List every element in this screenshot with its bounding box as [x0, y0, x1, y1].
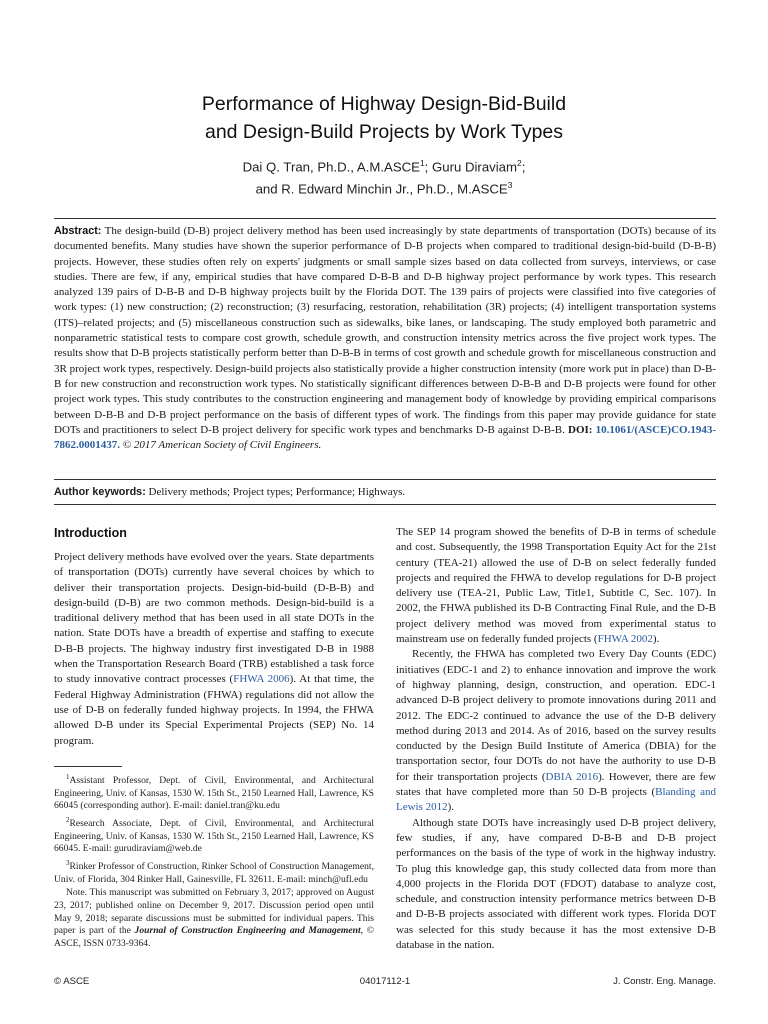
footnotes [54, 771, 374, 951]
footnote-1 [54, 771, 374, 813]
manuscript-note [54, 887, 374, 950]
page-footer [54, 976, 716, 990]
right-p1-text-cont: ). [652, 633, 660, 646]
right-p1-text: The SEP 14 program showed the benefits of D-B in terms of schedule and cost. Subsequently, the 1998 Transportation Equity Act for the 21st century (TEA-21) allowed the use of D-B on select federally funded projects and required the FHWA to develop regulations for D-B project delivery use (TEA-21, Public Law, Title1, Subtitle C, Sec. 107). In 2002, the FHWA published its D-B Contracting Final Rule, and the D-B project delivery method was moved from experimental status to mainstream use on federally funded projects ( [396, 526, 716, 646]
intro-p1-text-cont: ). At that time, the Federal Highway Administration (FHWA) regulations did not allow the use of D-B on federally funded highway projects. In 1994, the FHWA allowed D-B under its Special Experimental Projects (SEP) No. 14 program. [54, 673, 375, 747]
keywords-bottom-rule [54, 504, 716, 505]
citation-link[interactable]: FHWA 2006 [233, 673, 290, 686]
footnote-3-mark: 3 [66, 858, 70, 867]
footnote-2 [54, 814, 374, 856]
left-column [54, 525, 374, 749]
author-1: Dai Q. Tran, Ph.D., A.M.ASCE [242, 159, 420, 175]
right-p2-text-mid: ). However, there are few states that have completed more than 50 D-B projects ( [396, 770, 716, 799]
footnote-rule [54, 766, 122, 767]
abstract-text: The design-build (D-B) project delivery method has been used increasingly by state departments of transportation (DOTs) because of its documented benefits. Many studies have shown the superior performance of D-B projects when compared to traditional design-bid-build (D-B-B) projects. However, these studies often rely on experts' judgments or small sample sizes based on data collected from surveys, interviews, or case studies. There are few, if any, empirical studies that have compared D-B-B and D-B highway project performance by work types. This research analyzed 139 pairs of D-B-B and D-B highway projects built by the Florida DOT. The 139 pairs of projects were classified into five categories of work types: (1) new construction; (2) reconstruction; (3) resurfacing, restoration, rehabilitation (3R) projects; (4) intelligent transportation systems (ITS)–related projects; and (5) miscellaneous construction such as sidewalks, bike lanes, or landscaping. The study employed both parametric and nonparametric statistical tests to compare cost growth, schedule growth, and construction intensity metrics across the five project work types. The results show that D-B projects statistically perform better than D-B-B in terms of cost growth and schedule growth for miscellaneous construction and 3R project work types, respectively. Design-build projects also statistically provide a higher construction intensity (more work put in place) than D-B-B for new construction and reconstruction work types. No statistically significant differences between D-B-B and D-B projects were found for other project work types. This study contributes to the construction engineering and management body of knowledge by providing empirical comparisons between D-B-B and D-B project performance on the basis of different types of work. The findings from this paper may provide guidance for state DOTs and practitioners to select D-B project delivery for specific work types and benchmarks D-B against D-B-B. [54, 225, 716, 436]
right-column [396, 525, 716, 953]
keywords-label: Author keywords: [54, 486, 146, 498]
keywords-text: Delivery methods; Project types; Performance; Highways. [145, 486, 406, 498]
citation-link[interactable]: DBIA 2016 [545, 770, 599, 783]
intro-paragraph-1 [54, 550, 374, 749]
footnote-1-mark: 1 [66, 773, 70, 781]
footnote-3 [54, 857, 374, 886]
author-2: Guru Diraviam [432, 159, 518, 175]
author-keywords [54, 485, 716, 500]
keywords-top-rule [54, 479, 716, 480]
note-text: Note. This manuscript was submitted on February 3, 2017; approved on August 23, 2017; published online on December 9, 2017. Discussion period open until May 9, 2018; separate discussions must be submitted for individual papers. This paper is part of the [54, 887, 374, 937]
journal-name: Journal of Construction Engineering and Management [134, 925, 361, 937]
abstract [54, 224, 716, 453]
author-separator: ; [424, 159, 432, 175]
right-paragraph-1 [396, 525, 716, 647]
abstract-top-rule [54, 218, 716, 219]
right-p2-text-cont: ). [447, 801, 455, 814]
citation-link[interactable]: Blanding and Lewis 2012 [396, 786, 716, 814]
footnote-3-text: Rinker Professor of Construction, Rinker School of Construction Management, Univ. of Florida, 304 Rinker Hall, Gainesville, FL 32611. E-mail: minch@ufl.edu [54, 861, 374, 885]
footnote-2-mark: 2 [66, 815, 70, 824]
footnote-2-text: Research Associate, Dept. of Civil, Environmental, and Architectural Engineering, Univ. of Kansas, 1530 W. 15th St., 2150 Learned Hall, Lawrence, KS 66045. E-mail: gurudiraviam@web.de [54, 818, 374, 855]
author-1-affiliation-mark: 1 [419, 158, 425, 168]
author-3-affiliation-mark: 3 [507, 180, 513, 191]
note-text-cont: , © ASCE, ISSN 0733-9364. [54, 925, 374, 949]
intro-p1-text: Project delivery methods have evolved over the years. State departments of transportation (DOTs) currently have several choices by which to deliver their transportation projects. Design-bid-build (D-B-B) and design-build (D-B) are two common methods. Design-bid-build is a traditional delivery method that has been used in all state DOTs in the nation. State DOTs have a breadth of expertise and staffing to execute D-B-B projects. The highway industry first investigated D-B in 1988 when the Transportation Research Board (TRB) established a task force to study innovative contract processes ( [54, 551, 374, 686]
title-line-1: Performance of Highway Design-Bid-Build [201, 93, 567, 115]
right-paragraph-3: Although state DOTs have increasingly used D-B project delivery, few studies, if any, have compared D-B-B and D-B project performances on the basis of the type of work in the highway industry. To plug this knowledge gap, this study collected data from more than 4,000 projects in the Florida DOT (FDOT) database to analyze cost, schedule, and construction intensity performance metrics between D-B and D-B-B projects associated with different work types. Florida DOT was selected for this study because it has the most extensive D-B database in the nation. [396, 816, 716, 952]
footer-page-id: 04017112-1 [359, 976, 411, 987]
author-3: and R. Edward Minchin Jr., Ph.D., M.ASCE [255, 181, 508, 197]
paper-title [0, 90, 768, 146]
abstract-copyright: © 2017 American Society of Civil Engineers. [120, 439, 322, 452]
introduction-heading: Introduction [54, 526, 127, 540]
right-paragraph-2 [396, 647, 716, 815]
footnote-1-text: Assistant Professor, Dept. of Civil, Environmental, and Architectural Engineering, Univ. of Kansas, 1530 W. 15th St., 2150 Learned Hall, Lawrence, KS 66045 (corresponding author). E-mail: daniel.tran@ku.edu [54, 775, 374, 812]
abstract-label: Abstract: [54, 225, 102, 237]
footer-journal-abbrev: J. Constr. Eng. Manage. [613, 976, 716, 987]
footer-publisher: © ASCE [54, 976, 90, 987]
author-separator: ; [521, 159, 526, 175]
author-list [0, 154, 768, 199]
citation-link[interactable]: FHWA 2002 [597, 633, 653, 646]
author-line-1 [0, 154, 768, 176]
doi-label: DOI: [568, 423, 593, 436]
author-line-2 [0, 176, 768, 198]
doi-link[interactable]: 10.1061/(ASCE)CO.1943-7862.0001437. [54, 423, 717, 452]
title-line-2: and Design-Build Projects by Work Types [204, 121, 564, 143]
author-2-affiliation-mark: 2 [517, 158, 522, 168]
right-p2-text: Recently, the FHWA has completed two Every Day Counts (EDC) initiatives (EDC-1 and 2) to enhance innovation and improve the work of highway planning, design, construction, and operation. EDC-1 advanced D-B project delivery to promote innovations during 2011 and 2012. The EDC-2 continued to advance the use of the D-B delivery method during 2013 and 2014. As of 2016, based on the survey results conducted by the Design Build Institute of America (DBIA) for the transportation sector, four DOTs do not have the authority to use D-B for their transportation projects ( [396, 648, 716, 783]
